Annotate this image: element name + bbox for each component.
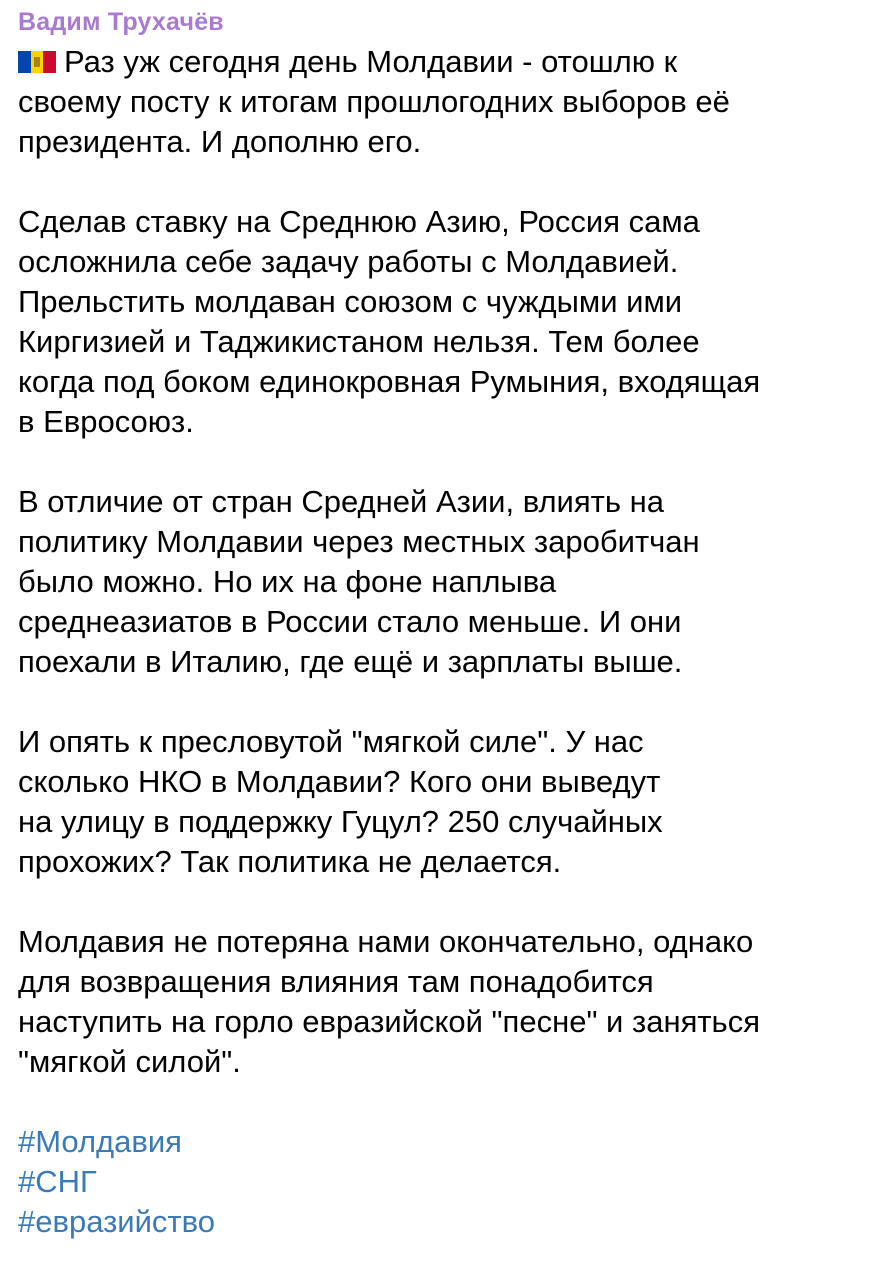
hashtag-link[interactable]: #СНГ: [18, 1164, 97, 1199]
message-line: "мягкой силой".: [18, 1044, 241, 1079]
message-line: президента. И дополню его.: [18, 124, 422, 159]
message-line: В отличие от стран Средней Азии, влиять на: [18, 484, 664, 519]
paragraph-spacer: [18, 442, 865, 482]
message-line: наступить на горло евразийской "песне" и заняться: [18, 1004, 760, 1039]
message-line: когда под боком единокровная Румыния, входящая: [18, 364, 761, 399]
message-line: среднеазиатов в России стало меньше. И они: [18, 604, 682, 639]
paragraph-spacer: [18, 682, 865, 722]
message-body: [18, 42, 865, 1082]
message-paragraph: [18, 722, 865, 882]
paragraph-spacer: [18, 882, 865, 922]
message-line: Сделав ставку на Среднюю Азию, Россия сама: [18, 204, 700, 239]
message-line: осложнила себе задачу работы с Молдавией.: [18, 244, 679, 279]
message-line: И опять к пресловутой "мягкой силе". У нас: [18, 724, 644, 759]
hashtag-link[interactable]: #евразийство: [18, 1204, 215, 1239]
message-paragraph: [18, 482, 865, 682]
message-line: политику Молдавии через местных заробитчан: [18, 524, 700, 559]
message-line: поехали в Италию, где ещё и зарплаты выше.: [18, 644, 683, 679]
message-line: Прельстить молдаван союзом с чуждыми ими: [18, 284, 683, 319]
message-line: сколько НКО в Молдавии? Кого они выведут: [18, 764, 661, 799]
paragraph-spacer: [18, 162, 865, 202]
hashtag-list: [18, 1122, 865, 1242]
message-line: Раз уж сегодня день Молдавии - отошлю к: [64, 44, 678, 79]
hashtag-link[interactable]: #Молдавия: [18, 1124, 182, 1159]
moldova-flag-icon: [18, 51, 56, 73]
message-line: своему посту к итогам прошлогодних выборов её: [18, 84, 730, 119]
message-paragraph: [18, 42, 865, 162]
message-line: на улицу в поддержку Гуцул? 250 случайных: [18, 804, 663, 839]
message-line: Молдавия не потеряна нами окончательно, однако: [18, 924, 754, 959]
author-name[interactable]: Вадим Трухачёв: [18, 8, 224, 36]
message-line: для возвращения влияния там понадобится: [18, 964, 654, 999]
message-line: прохожих? Так политика не делается.: [18, 844, 562, 879]
message-paragraph: [18, 202, 865, 442]
message-line: в Евросоюз.: [18, 404, 194, 439]
message-paragraph: [18, 922, 865, 1082]
message-line: было можно. Но их на фоне наплыва: [18, 564, 557, 599]
message-line: Киргизией и Таджикистаном нельзя. Тем более: [18, 324, 700, 359]
